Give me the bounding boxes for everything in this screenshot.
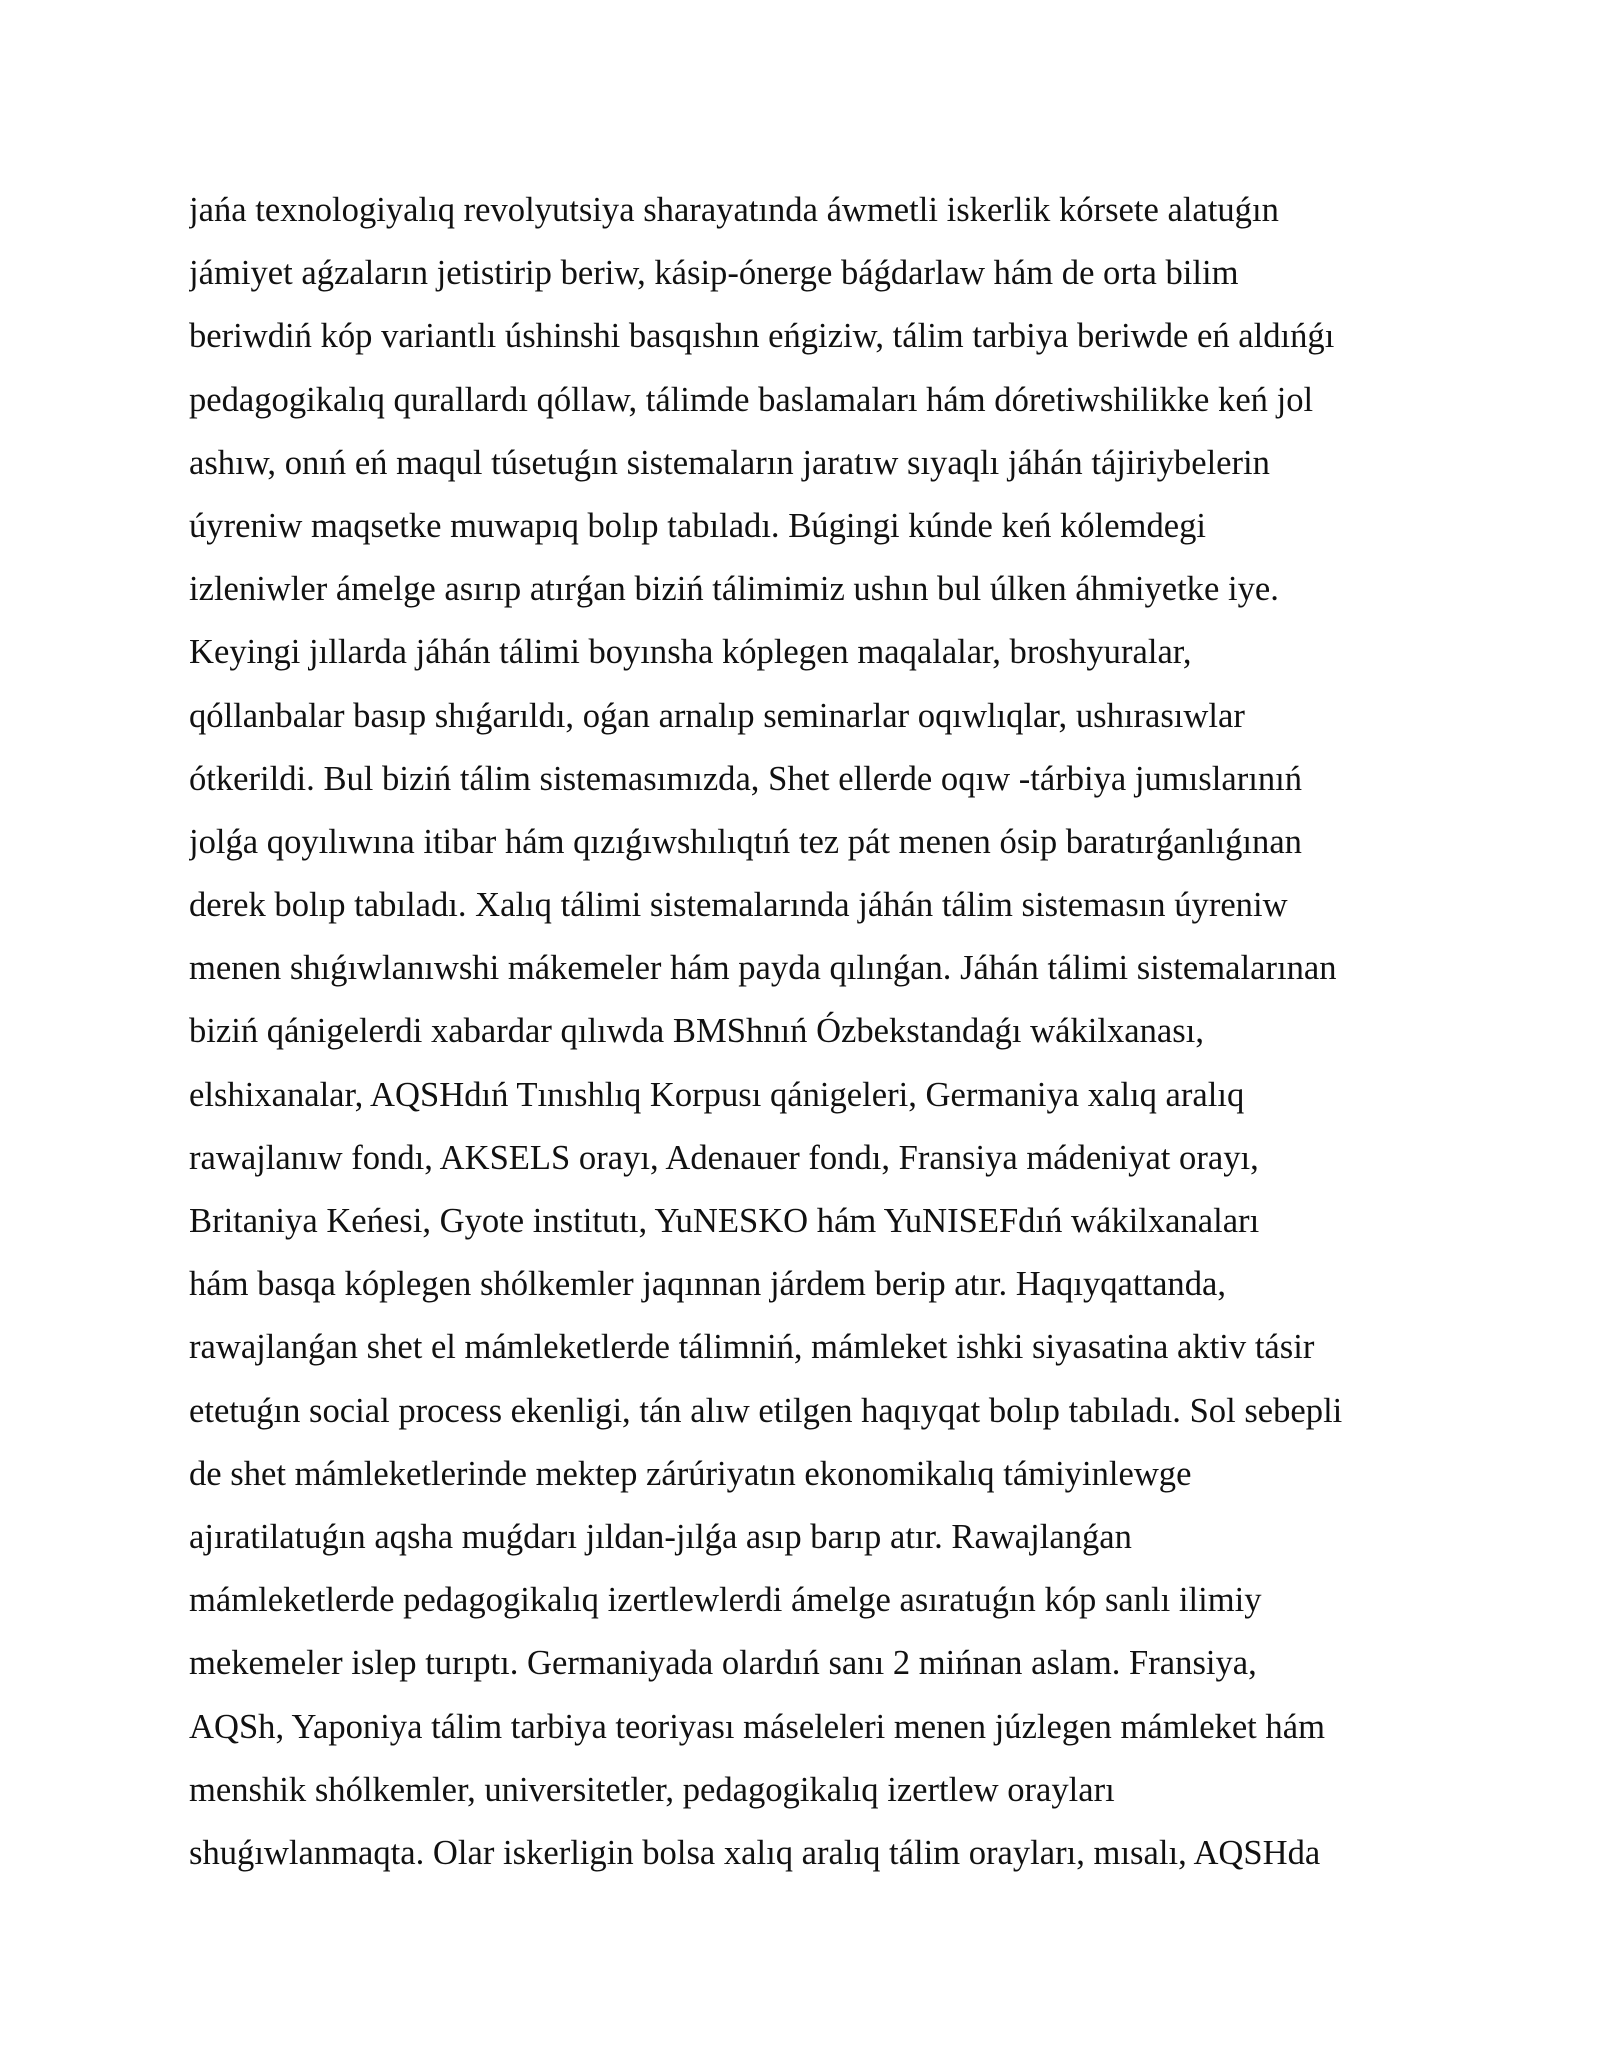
text-line: úyreniw maqsetke muwapıq bolıp tabıladı. Búgingi kúnde keń kólemdegi [189,506,1206,545]
text-line: rawajlanıw fondı, AKSELS orayı, Adenauer fondı, Fransiya mádeniyat orayı, [189,1138,1259,1177]
text-line: elshixanalar, AQSHdıń Tınıshlıq Korpusı qánigeleri, Germaniya xalıq aralıq [189,1075,1245,1114]
text-line: ashıw, onıń eń maqul túsetuǵın sistemaların jaratıw sıyaqlı jáhán tájiriybelerin [189,443,1270,482]
text-line: AQSh, Yaponiya tálim tarbiya teoriyası máseleleri menen júzlegen mámleket hám [189,1707,1325,1746]
text-line: izleniwler ámelge asırıp atırǵan biziń tálimimiz ushın bul úlken áhmiyetke iye. [189,570,1279,609]
text-line: jolǵa qoyılıwına itibar hám qızıǵıwshılıqtıń tez pát menen ósip baratırǵanlıǵınan [189,822,1302,861]
text-line: beriwdiń kóp variantlı úshinshi basqıshın eńgiziw, tálim tarbiya beriwde eń aldıńǵı [189,317,1335,356]
text-line: etetuǵın social process ekenligi, tán alıw etilgen haqıyqat bolıp tabıladı. Sol sebepli [189,1391,1343,1430]
text-line: mámleketlerde pedagogikalıq izertlewlerdi ámelge asıratuǵın kóp sanlı ilimiy [189,1581,1262,1620]
text-line: biziń qánigelerdi xabardar qılıwda BMShnıń Ózbekstandaǵı wákilxanası, [189,1012,1204,1051]
text-line: qóllanbalar basıp shıǵarıldı, oǵan arnalıp seminarlar oqıwlıqlar, ushırasıwlar [189,696,1245,735]
text-line: jámiyet aǵzaların jetistirip beriw, kásip-ónerge báǵdarlaw hám de orta bilim [189,254,1239,293]
text-line: menshik shólkemler, universitetler, pedagogikalıq izertlew orayları [189,1770,1115,1809]
text-line: pedagogikalıq qurallardı qóllaw, tálimde baslamaları hám dóretiwshilikke keń jol [189,380,1314,419]
text-line: mekemeler islep turıptı. Germaniyada olardıń sanı 2 mińnan aslam. Fransiya, [189,1644,1257,1683]
text-line: Britaniya Keńesi, Gyote institutı, YuNESKO hám YuNISEFdıń wákilxanaları [189,1202,1260,1240]
text-line: menen shıǵıwlanıwshi mákemeler hám payda qılınǵan. Jáhán tálimi sistemalarınan [189,949,1337,988]
text-line: derek bolıp tabıladı. Xalıq tálimi sistemalarında jáhán tálim sistemasın úyreniw [189,886,1288,925]
text-line: ajıratilatuǵın aqsha muǵdarı jıldan-jılǵa asıp barıp atır. Rawajlanǵan [189,1517,1132,1556]
text-line: shuǵıwlanmaqta. Olar iskerligin bolsa xalıq aralıq tálim orayları, mısalı, AQSHda [189,1833,1321,1872]
text-line: ótkerildi. Bul biziń tálim sistemasımızda, Shet ellerde oqıw -tárbiya jumıslarınıń [189,759,1303,798]
text-line: de shet mámleketlerinde mektep zárúriyatın ekonomikalıq támiyinlewge [189,1454,1192,1493]
text-line: rawajlanǵan shet el mámleketlerde tálimniń, mámleket ishki siyasatina aktiv tásir [189,1328,1315,1367]
text-line: jańa texnologiyalıq revolyutsiya sharayatında áwmetli iskerlik kórsete alatuǵın [189,191,1279,229]
body-paragraph [189,184,1411,1890]
text-line: Keyingi jıllarda jáhán tálimi boyınsha kóplegen maqalalar, broshyuralar, [189,633,1192,672]
text-line: hám basqa kóplegen shólkemler jaqınnan járdem berip atır. Haqıyqattanda, [189,1265,1227,1304]
